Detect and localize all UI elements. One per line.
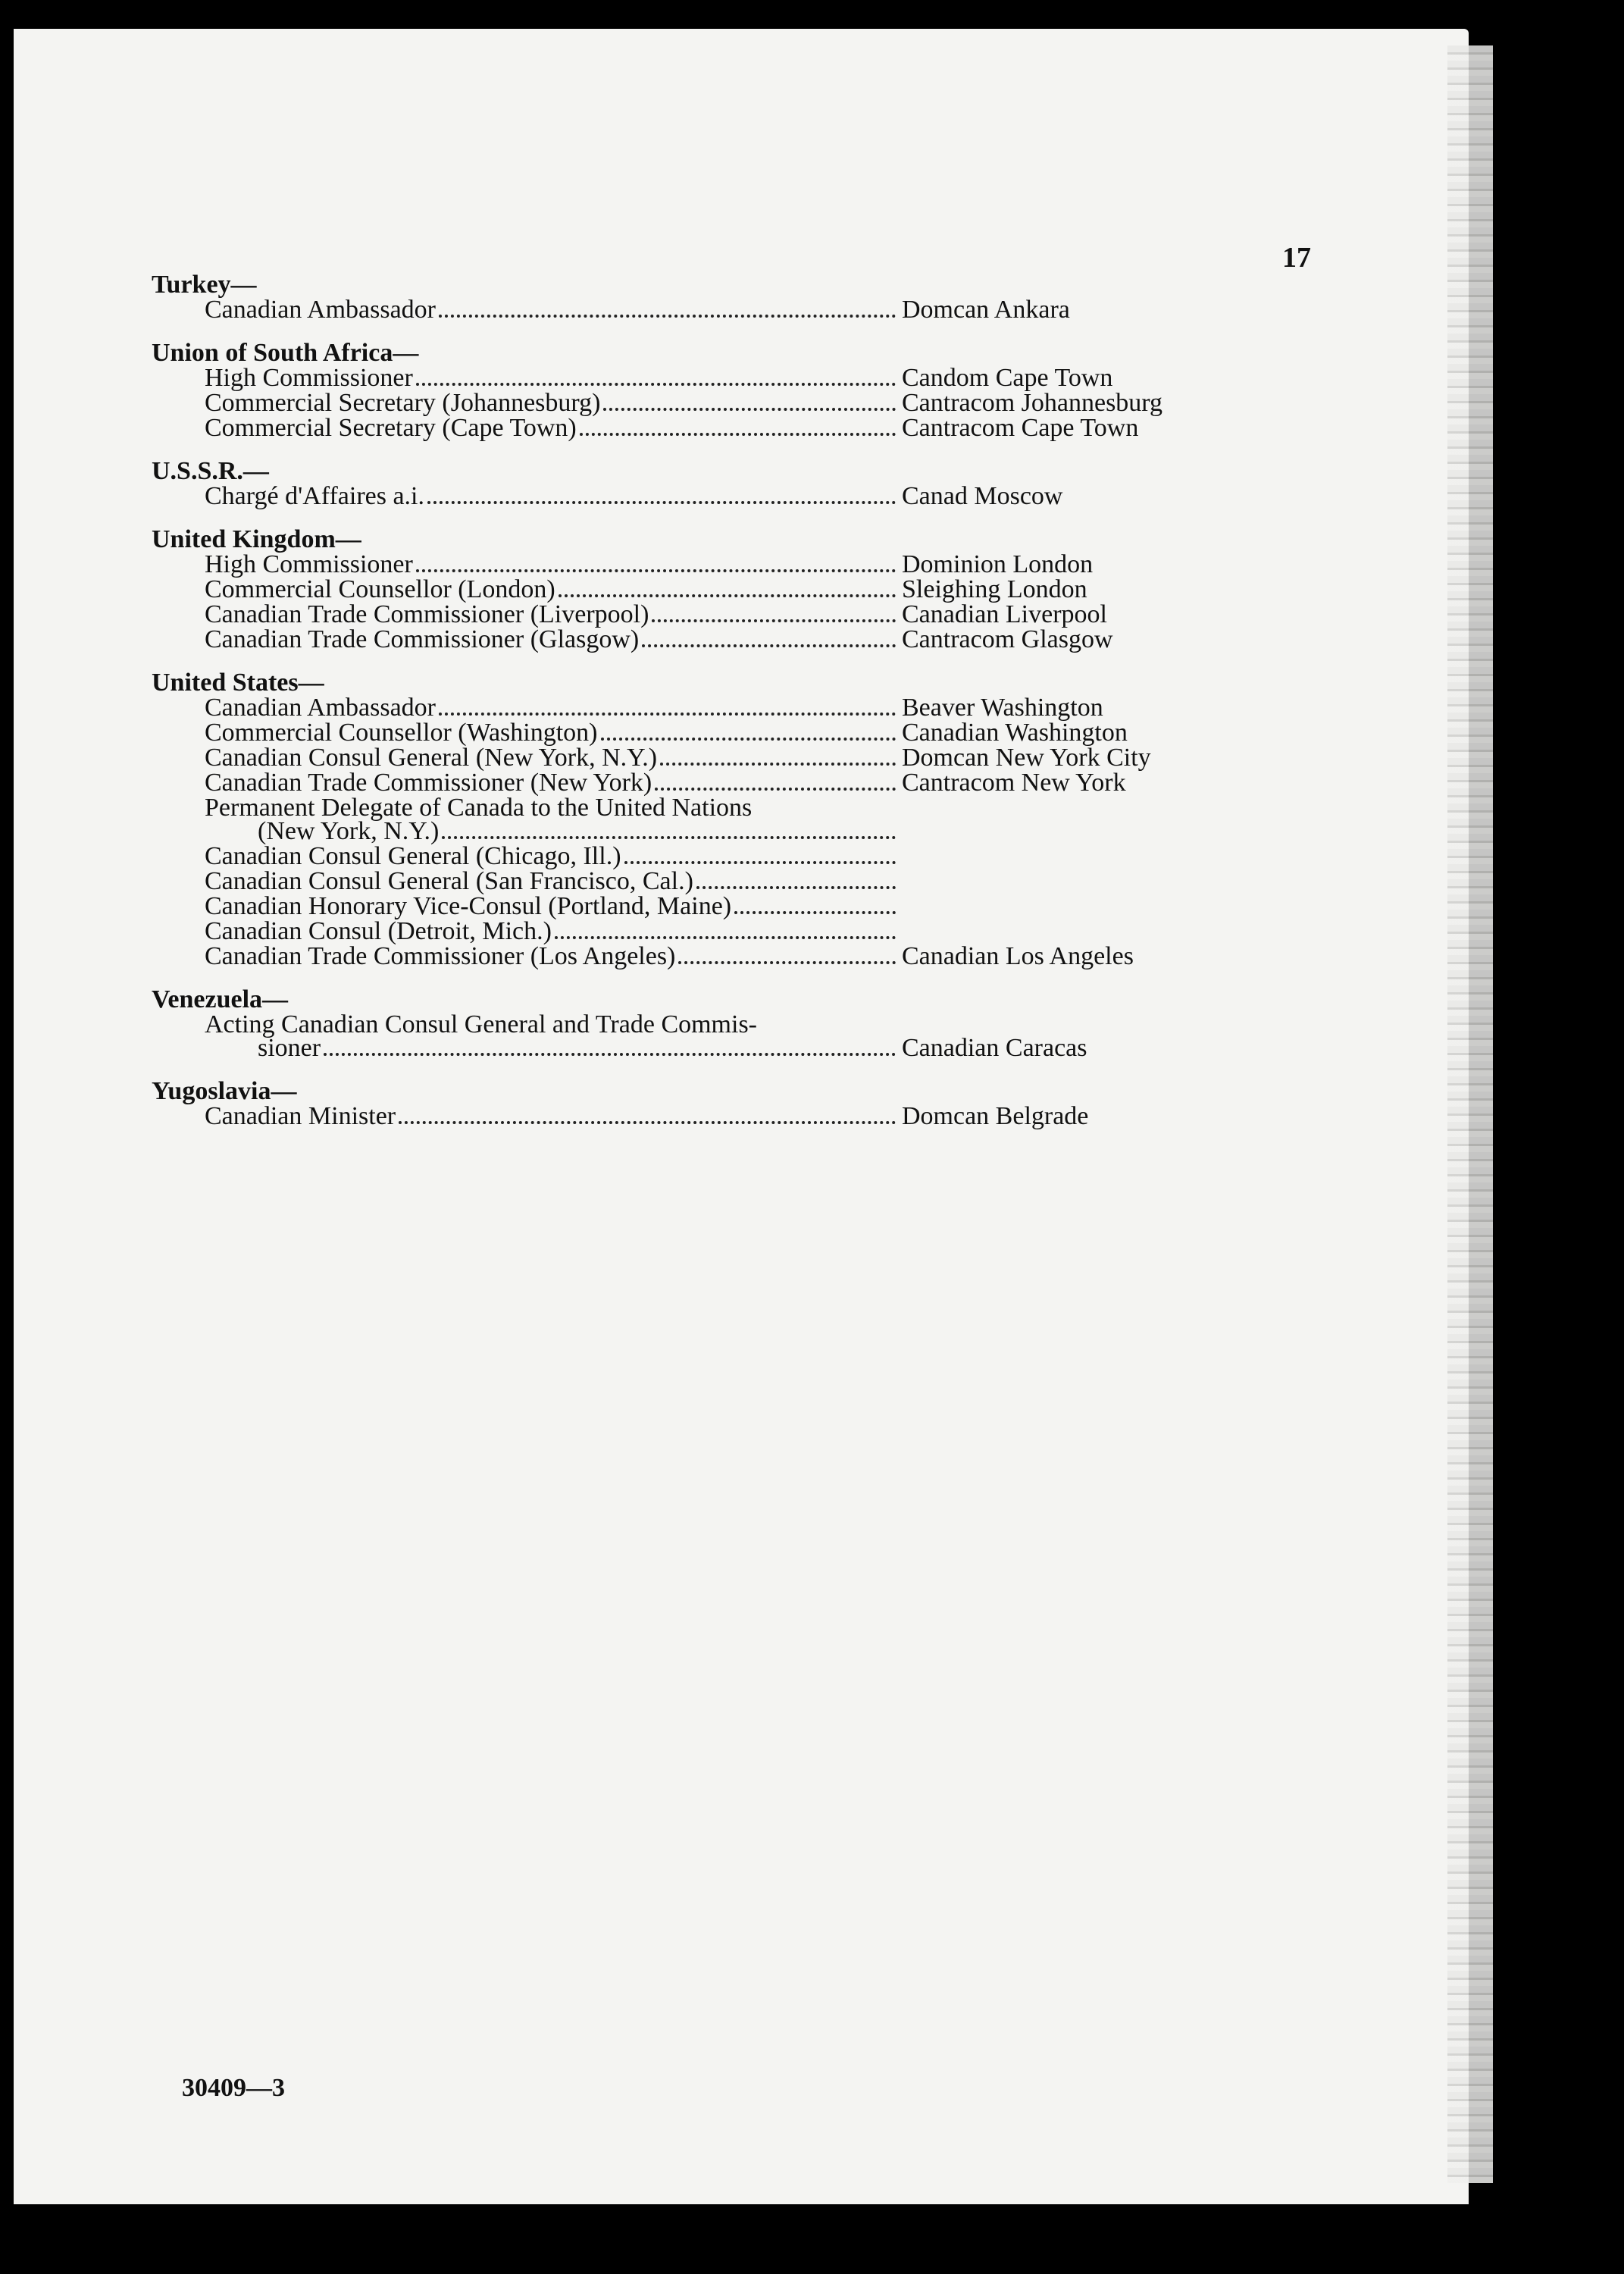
entry-title: Canadian Consul General (San Francisco, Cal.) (205, 867, 693, 895)
dot-leader (416, 569, 896, 572)
dot-leader (416, 383, 896, 386)
cable-address: Cantracom Glasgow (902, 625, 1113, 653)
dot-leader (399, 1121, 896, 1124)
directory-entry (152, 721, 1228, 746)
directory-entry (152, 484, 1228, 509)
directory-entry (152, 366, 1228, 391)
cable-address: Cantracom Johannesburg (902, 389, 1163, 417)
directory-entry (152, 416, 1228, 441)
country-heading: Venezuela— (152, 985, 289, 1013)
dot-leader (655, 788, 896, 791)
cable-address: Cantracom New York (902, 769, 1126, 797)
entry-title: Canadian Trade Commissioner (Liverpool) (205, 600, 649, 628)
directory-entry (152, 771, 1228, 796)
country-section (152, 459, 1228, 509)
entry-title: Canadian Minister (205, 1102, 396, 1130)
cable-address: Cantracom Cape Town (902, 414, 1139, 442)
country-section (152, 273, 1228, 323)
directory-entry (152, 625, 1228, 653)
dot-leader (442, 836, 896, 839)
entry-title: Chargé d'Affaires a.i. (205, 482, 424, 510)
entry-title: Canadian Trade Commissioner (New York) (205, 769, 652, 797)
cable-address: Domcan Belgrade (902, 1102, 1089, 1130)
cable-address: Domcan Ankara (902, 296, 1070, 324)
country-section (152, 985, 1228, 1062)
entry-title: Canadian Trade Commissioner (Glasgow) (205, 625, 640, 653)
dot-leader (601, 738, 896, 741)
entry-title: sioner (258, 1034, 321, 1062)
dot-leader (427, 501, 896, 504)
directory-entry (152, 550, 1228, 578)
dot-leader (696, 886, 896, 889)
country-heading: Turkey— (152, 271, 257, 299)
country-section (152, 341, 1228, 441)
directory-entry (152, 919, 1228, 944)
country-heading: Union of South Africa— (152, 339, 419, 367)
cable-address: Dominion London (902, 550, 1094, 578)
entry-title: Commercial Secretary (Cape Town) (205, 414, 577, 442)
cable-address: Canadian Los Angeles (902, 942, 1134, 970)
cable-address: Beaver Washington (902, 694, 1103, 722)
entry-title: (New York, N.Y.) (258, 817, 440, 845)
entry-title: Canadian Ambassador (205, 694, 436, 722)
directory-entry (152, 894, 1228, 919)
directory-entry (152, 819, 1228, 844)
dot-leader (678, 961, 896, 964)
entry-title-line: Acting Canadian Consul General and Trade Commis- (205, 1010, 758, 1038)
cable-address-directory (152, 273, 1228, 1148)
country-heading: United Kingdom— (152, 525, 361, 553)
country-heading: United States— (152, 669, 324, 697)
cable-address: Sleighing London (902, 575, 1087, 603)
entry-title: High Commissioner (205, 550, 413, 578)
entry-title: Canadian Consul (Detroit, Mich.) (205, 917, 552, 945)
country-section (152, 1079, 1228, 1129)
entry-title: Canadian Trade Commissioner (Los Angeles) (205, 942, 676, 970)
cable-address: Canadian Liverpool (902, 600, 1107, 628)
country-section (152, 671, 1228, 969)
directory-entry (152, 869, 1228, 894)
page-number: 17 (1282, 242, 1311, 274)
dot-leader (555, 936, 896, 939)
directory-entry (152, 575, 1228, 603)
entry-title: Canadian Honorary Vice-Consul (Portland, Maine) (205, 892, 732, 920)
entry-title: Commercial Secretary (Johannesburg) (205, 389, 601, 417)
dot-leader (624, 861, 896, 864)
dot-leader (439, 315, 896, 318)
directory-entry (152, 1036, 1228, 1061)
entry-title: Commercial Counsellor (London) (205, 575, 555, 603)
directory-entry (152, 944, 1228, 969)
cable-address: Canad Moscow (902, 482, 1063, 510)
dot-leader (559, 594, 896, 597)
dot-leader (324, 1053, 896, 1056)
dot-leader (580, 433, 896, 436)
footer-code: 30409—3 (182, 2074, 285, 2102)
entry-title: Commercial Counsellor (Washington) (205, 719, 598, 747)
dot-leader (603, 408, 896, 411)
entry-title: High Commissioner (205, 364, 413, 392)
country-heading: U.S.S.R.— (152, 457, 269, 485)
directory-entry (152, 696, 1228, 721)
directory-entry (152, 844, 1228, 869)
directory-entry (152, 298, 1228, 323)
country-section (152, 525, 1228, 653)
dot-leader (439, 713, 896, 716)
directory-entry (152, 1104, 1228, 1129)
directory-entry (152, 391, 1228, 416)
dot-leader (734, 911, 896, 914)
cable-address: Canadian Washington (902, 719, 1128, 747)
cable-address: Candom Cape Town (902, 364, 1113, 392)
entry-title-line: Permanent Delegate of Canada to the United Nations (205, 794, 753, 822)
dot-leader (660, 763, 896, 766)
dot-leader (652, 619, 896, 622)
dot-leader (642, 644, 896, 647)
entry-title: Canadian Ambassador (205, 296, 436, 324)
cable-address: Canadian Caracas (902, 1034, 1087, 1062)
page-edge (1447, 45, 1493, 2183)
entry-title: Canadian Consul General (New York, N.Y.) (205, 744, 658, 772)
country-heading: Yugoslavia— (152, 1077, 297, 1105)
directory-entry (152, 600, 1228, 628)
entry-title: Canadian Consul General (Chicago, Ill.) (205, 842, 621, 870)
directory-entry (152, 746, 1228, 771)
cable-address: Domcan New York City (902, 744, 1151, 772)
